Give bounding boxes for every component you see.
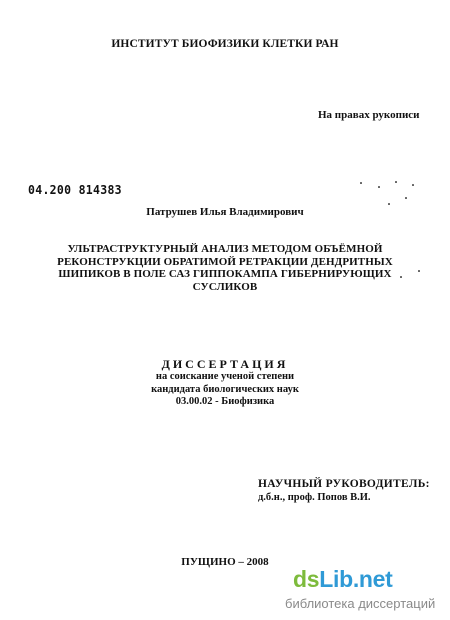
supervisor-heading: НАУЧНЫЙ РУКОВОДИТЕЛЬ: (258, 478, 430, 490)
dissertation-heading: ДИССЕРТАЦИЯ (161, 357, 289, 371)
dslib-watermark-logo (285, 566, 445, 616)
degree-line: на соискание ученой степени (155, 371, 295, 382)
rights-note: На правах рукописи (318, 109, 420, 121)
specialty-line: 03.00.02 - Биофизика (175, 396, 275, 407)
registration-stamp: 04.200 814383 (28, 182, 122, 198)
supervisor-block (258, 478, 430, 504)
watermark-brand (293, 566, 393, 593)
watermark-brand-ds: ds (293, 566, 320, 592)
dissertation-block (0, 357, 450, 409)
title-line: РЕКОНСТРУКЦИИ ОБРАТИМОЙ РЕТРАКЦИИ ДЕНДРИТНЫХ (57, 255, 393, 268)
institute-header: ИНСТИТУТ БИОФИЗИКИ КЛЕТКИ РАН (111, 38, 339, 50)
watermark-brand-rest: Lib.net (319, 566, 393, 592)
dissertation-title (0, 243, 450, 293)
title-line: ШИПИКОВ В ПОЛЕ САЗ ГИППОКАМПА ГИБЕРНИРУЮЩИХ (58, 268, 392, 280)
title-line: СУСЛИКОВ (192, 280, 258, 293)
author-name: Патрушев Илья Владимирович (146, 206, 304, 218)
watermark-subtitle: библиотека диссертаций (285, 596, 436, 611)
degree-line: кандидата биологических наук (151, 383, 299, 395)
city-year: ПУЩИНО – 2008 (181, 556, 269, 568)
title-line: УЛЬТРАСТРУКТУРНЫЙ АНАЛИЗ МЕТОДОМ ОБЪЁМНОЙ (67, 243, 383, 255)
supervisor-name: д.б.н., проф. Попов В.И. (258, 492, 371, 503)
